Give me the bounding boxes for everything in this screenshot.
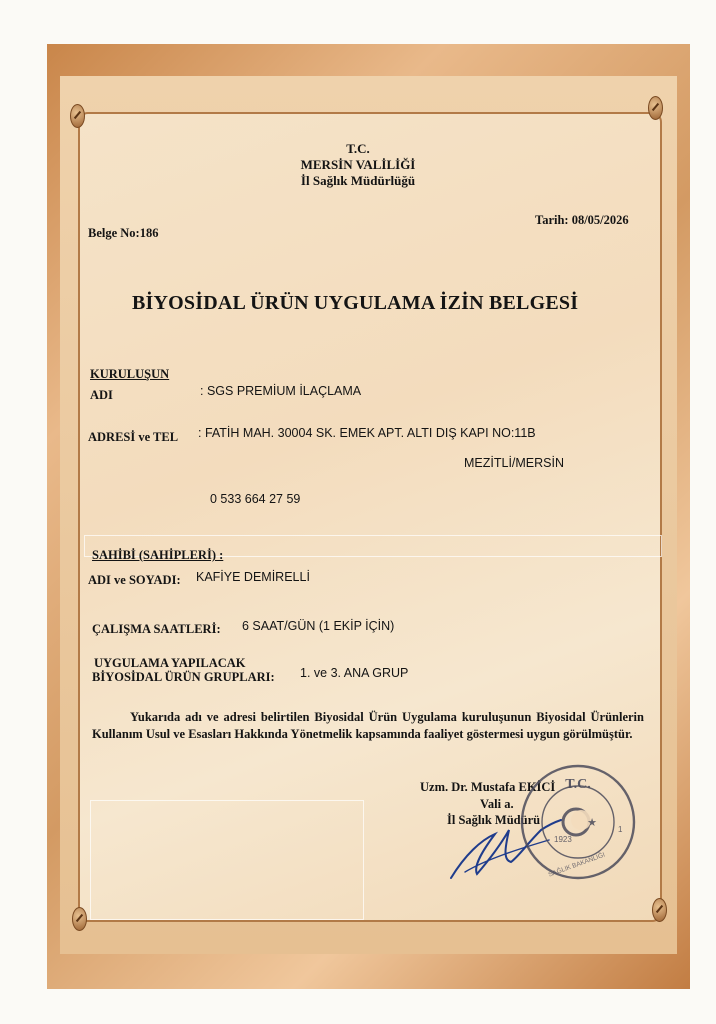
sahibi-heading [92, 548, 223, 563]
seal-star-icon: ★ [587, 816, 597, 829]
top-left-screw-icon [70, 104, 85, 128]
seal-year: 1923 [554, 835, 572, 844]
bottom-left-screw-icon [72, 907, 87, 931]
belge-no: Belge No:186 [88, 226, 159, 240]
kurulus-adi-value: : SGS PREMİUM İLAÇLAMA [200, 384, 362, 398]
signatory-name: Uzm. Dr. Mustafa EKİCİ [420, 780, 556, 794]
gruplar-label-2: BİYOSİDAL ÜRÜN GRUPLARI: [92, 670, 275, 684]
seal-ring-text: SAĞLIK BAKANLIĞI [547, 851, 606, 879]
adi-soyadi-label: ADI ve SOYADI: [88, 573, 181, 587]
gruplar-label-1: UYGULAMA YAPILACAK [94, 656, 246, 670]
seal-center-text: T.C. [565, 777, 591, 792]
header-valilik: MERSİN VALİLİĞİ [300, 157, 416, 172]
tarih: Tarih: 08/05/2026 [535, 213, 629, 227]
gruplar-value: 1. ve 3. ANA GRUP [300, 666, 409, 680]
document-title: BİYOSİDAL ÜRÜN UYGULAMA İZİN BELGESİ [132, 292, 579, 314]
kurulus-adi-label: ADI [90, 388, 113, 402]
faint-stamp-box [90, 800, 364, 920]
adres-line2: MEZİTLİ/MERSİN [464, 456, 565, 470]
telefon: 0 533 664 27 59 [210, 492, 301, 506]
sahibi-heading-text: SAHİBİ (SAHİPLERİ) : [92, 548, 224, 562]
top-right-screw-icon [648, 96, 663, 120]
bottom-right-screw-icon [652, 898, 667, 922]
signatory-title-2: İl Sağlık Müdürü [447, 813, 541, 827]
calisma-value: 6 SAAT/GÜN (1 EKİP İÇİN) [242, 619, 395, 633]
adres-line1: : FATİH MAH. 30004 SK. EMEK APT. ALTI DIŞ KAPI NO:11B [198, 426, 536, 440]
approval-paragraph-text: Yukarıda adı ve adresi belirtilen Biyosidal Ürün Uygulama kuruluşunun Biyosidal Ürünlerin Kullanım Usul ve Esasları Hakkında Yönetmelik kapsamında faaliyet göstermesi uygun görülmüştür. [92, 710, 644, 741]
official-seal-icon [518, 762, 638, 882]
header-tc: T.C. [346, 141, 370, 156]
header-mudurluk: İl Sağlık Müdürlüğü [300, 173, 416, 188]
signatory-title-1: Vali a. [480, 797, 514, 811]
kurulus-heading: KURULUŞUN [90, 367, 170, 381]
seal-number: 1 [618, 825, 623, 834]
calisma-label: ÇALIŞMA SAATLERİ: [92, 622, 221, 636]
adres-label: ADRESİ ve TEL [88, 430, 179, 444]
approval-paragraph [92, 709, 644, 743]
adi-soyadi-value: KAFİYE DEMİRELLİ [196, 570, 310, 584]
